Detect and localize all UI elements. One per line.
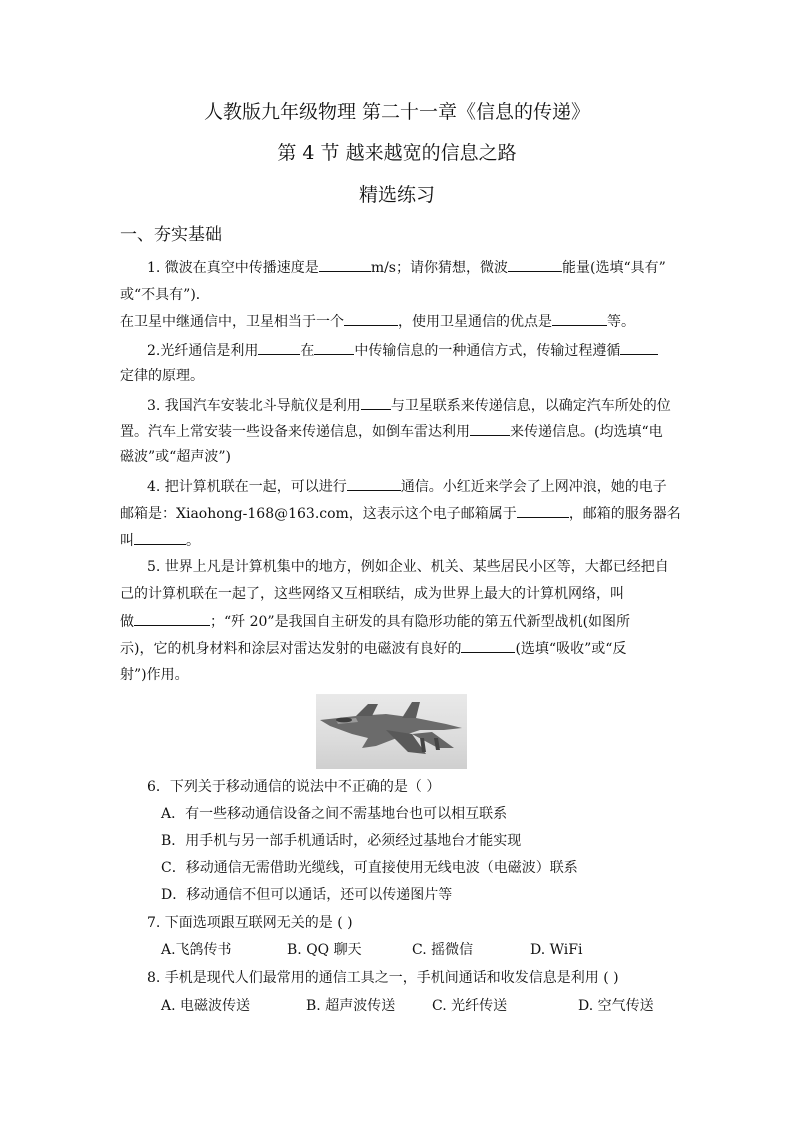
answer-blank — [517, 503, 569, 518]
question-4-line-2: 邮箱是：Xiaohong-168@163.com，这表示这个电子邮箱属于 ，邮箱的服务器名 — [120, 503, 681, 524]
question-3-line-1: 3. 我国汽车安装北斗导航仪是利用 与卫星联系来传递信息，以确定汽车所处的位 — [147, 395, 671, 416]
answer-blank — [508, 257, 562, 272]
question-8-option-a: A. 电磁波传送 — [161, 998, 251, 1014]
question-5-line-4: 示)，它的机身材料和涂层对雷达发射的电磁波有良好的 (选填“吸收”或“反 — [120, 638, 626, 659]
question-7-option-c: C. 摇微信 — [412, 942, 474, 958]
question-5-line-3: 做 ；“歼 20”是我国自主研发的具有隐形功能的第五代新型战机(如图所 — [120, 611, 630, 632]
answer-blank — [134, 611, 210, 626]
question-5-line-2: 己的计算机联在一起了，这些网络又互相联结，成为世界上最大的计算机网络，叫 — [120, 586, 624, 602]
question-5-line-5: 射”)作用。 — [120, 667, 189, 683]
question-8-option-c: C. 光纤传送 — [432, 998, 508, 1014]
answer-blank — [258, 340, 300, 355]
question-6-option-a: A．有一些移动通信设备之间不需基地台也可以相互联系 — [161, 806, 508, 822]
question-1-line-3: 在卫星中继通信中，卫星相当于一个 ，使用卫星通信的优点是 等。 — [120, 311, 635, 332]
answer-blank — [552, 311, 607, 326]
answer-blank — [314, 340, 354, 355]
question-7-stem: 7. 下面选项跟互联网无关的是 ( ) — [147, 915, 353, 931]
question-8-option-d: D. 空气传送 — [578, 998, 654, 1014]
answer-blank — [344, 311, 398, 326]
fighter-jet-icon — [316, 694, 467, 769]
question-1-line-1: 1. 微波在真空中传播速度是 m/s；请你猜想，微波 能量(选填“具有” — [147, 257, 666, 278]
section-heading-basics: 一、夯实基础 — [120, 225, 222, 245]
question-2-line-1: 2.光纤通信是利用 在 中传输信息的一种通信方式，传输过程遵循 — [147, 340, 658, 361]
question-3-line-2: 置。汽车上常安装一些设备来传递信息，如倒车雷达利用 来传递信息。(均选填“电 — [120, 421, 663, 442]
doc-heading-practice: 精选练习 — [358, 184, 435, 206]
question-8-option-b: B. 超声波传送 — [306, 998, 396, 1014]
question-8-stem: 8. 手机是现代人们最常用的通信工具之一，手机间通话和收发信息是利用 ( ) — [147, 970, 619, 986]
answer-blank — [470, 421, 510, 436]
doc-subtitle: 第 4 节 越来越宽的信息之路 — [277, 142, 517, 164]
question-7-option-b: B. QQ 聊天 — [287, 942, 362, 958]
question-4-line-3: 叫 。 — [120, 530, 200, 551]
question-1-line-2: 或“不具有”)． — [120, 287, 210, 303]
question-5-line-1: 5. 世界上凡是计算机集中的地方，例如企业、机关、某些居民小区等，大都已经把自 — [147, 559, 669, 575]
answer-blank — [347, 476, 401, 491]
answer-blank — [134, 530, 186, 545]
question-6-option-b: B．用手机与另一部手机通话时，必须经过基地台才能实现 — [161, 833, 522, 849]
answer-blank — [620, 340, 658, 355]
question-6-option-c: C．移动通信无需借助光缆线，可直接使用无线电波（电磁波）联系 — [161, 860, 578, 876]
question-7-option-d: D. WiFi — [530, 942, 583, 958]
answer-blank — [461, 638, 515, 653]
question-3-line-3: 磁波”或“超声波”) — [120, 449, 231, 465]
question-6-option-d: D．移动通信不但可以通话，还可以传递图片等 — [161, 887, 453, 903]
question-4-line-1: 4. 把计算机联在一起，可以进行 通信。小红近来学会了上网冲浪，她的电子 — [147, 476, 667, 497]
answer-blank — [361, 395, 391, 410]
answer-blank — [319, 257, 371, 272]
question-6-stem: 6．下列关于移动通信的说法中不正确的是（ ） — [147, 779, 441, 795]
question-2-line-2: 定律的原理。 — [120, 368, 204, 384]
question-7-option-a: A.飞鸽传书 — [161, 942, 232, 958]
j20-fighter-jet-photo — [316, 694, 467, 769]
doc-title: 人教版九年级物理 第二十一章《信息的传递》 — [203, 101, 591, 123]
